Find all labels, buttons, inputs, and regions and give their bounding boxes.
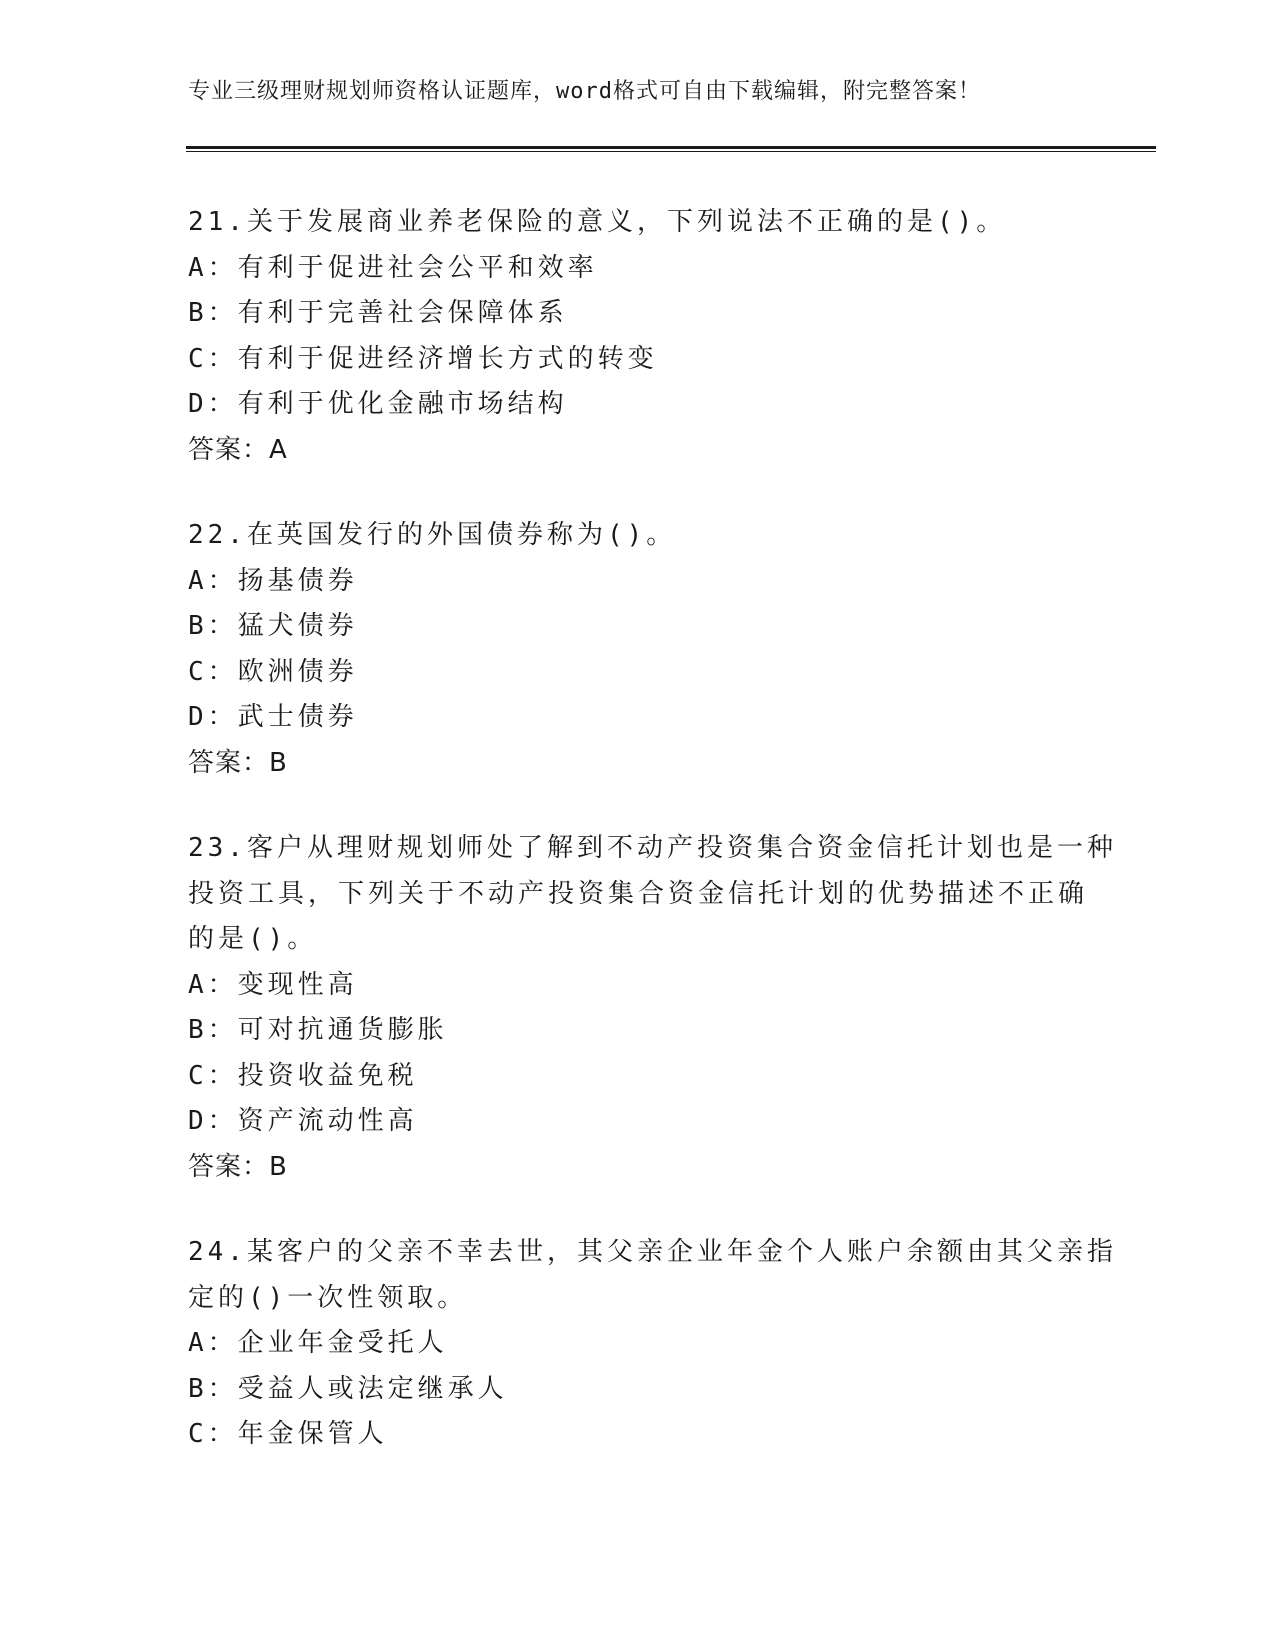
option-a: A：企业年金受托人	[188, 1328, 448, 1358]
option-c: C：投资收益免税	[188, 1060, 418, 1091]
answer: 答案：B	[188, 1151, 288, 1182]
header-rule-thick	[186, 146, 1156, 149]
question-stem: 23.客户从理财规划师处了解到不动产投资集合资金信托计划也是一种	[188, 833, 1117, 863]
option-b: B：可对抗通货膨胀	[188, 1015, 448, 1045]
question-23	[188, 826, 1117, 1190]
option-b: B：猛犬债券	[188, 611, 358, 641]
option-b: B：受益人或法定继承人	[188, 1373, 508, 1404]
question-stem: 24.某客户的父亲不幸去世，其父亲企业年金个人账户余额由其父亲指	[188, 1237, 1117, 1267]
option-c: C：有利于促进经济增长方式的转变	[188, 343, 658, 374]
option-d: D：武士债券	[188, 702, 358, 732]
option-c: C：欧洲债券	[188, 656, 358, 687]
header-rule-thin	[186, 151, 1156, 152]
question-list	[188, 200, 1117, 1498]
question-stem: 21.关于发展商业养老保险的意义，下列说法不正确的是()。	[188, 207, 1007, 237]
question-21	[188, 200, 1088, 473]
question-stem-cont: 的是()。	[188, 924, 318, 954]
answer: 答案：B	[188, 747, 288, 778]
answer: 答案：A	[188, 434, 288, 465]
option-a: A：扬基债券	[188, 565, 358, 596]
option-a: A：有利于促进社会公平和效率	[188, 252, 598, 283]
page-header: 专业三级理财规划师资格认证题库，word格式可自由下载编辑，附完整答案！	[188, 79, 981, 104]
option-a: A：变现性高	[188, 969, 358, 1000]
question-stem-cont: 定的()一次性领取。	[188, 1282, 468, 1313]
question-22	[188, 513, 1088, 786]
option-c: C：年金保管人	[188, 1419, 388, 1449]
question-stem: 22.在英国发行的外国债券称为()。	[188, 520, 677, 550]
option-d: D：资产流动性高	[188, 1106, 418, 1136]
option-d: D：有利于优化金融市场结构	[188, 389, 568, 419]
question-stem-cont: 投资工具，下列关于不动产投资集合资金信托计划的优势描述不正确	[188, 878, 1089, 909]
option-b: B：有利于完善社会保障体系	[188, 298, 568, 328]
question-24	[188, 1230, 1117, 1458]
